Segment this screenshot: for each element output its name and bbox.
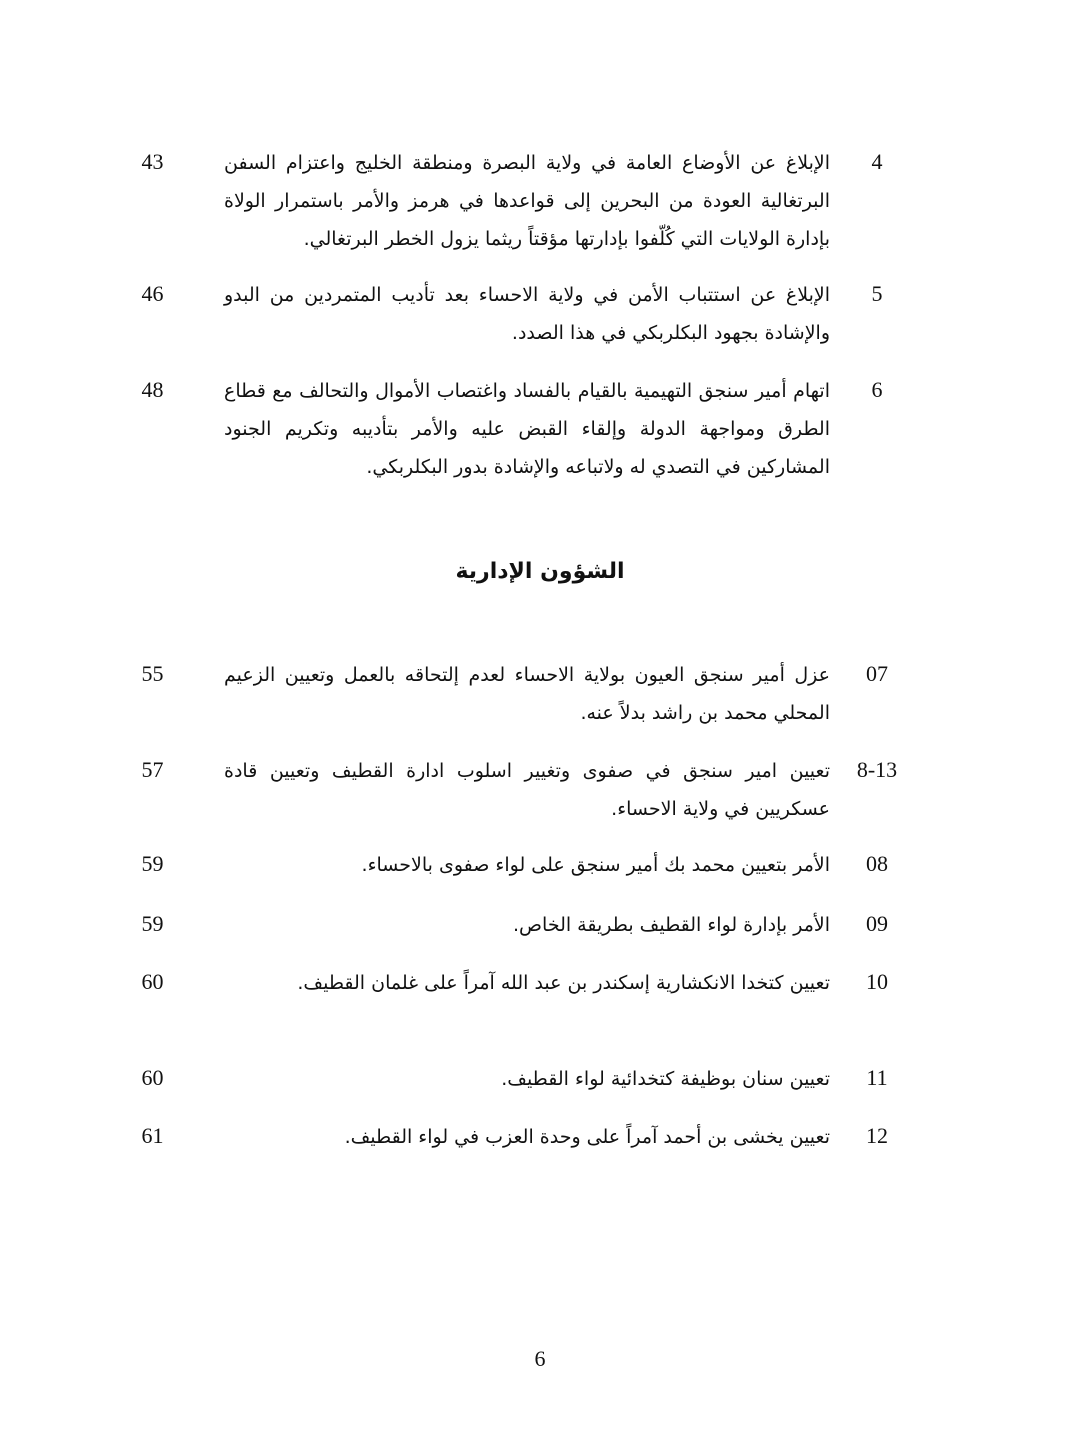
entry-number: 8-13 (856, 757, 898, 782)
entry-text: تعيين سنان بوظيفة كتخدائية لواء القطيف. (501, 1068, 830, 1090)
entry-text: الأمر بتعيين محمد بك أمير سنجق على لواء صفوى بالاحساء. (361, 854, 830, 876)
entry-text: تعيين امير سنجق في صفوى وتغيير اسلوب ادارة القطيف وتعيين قادة عسكريين في ولاية الاحساء. (224, 760, 830, 820)
entry-number: 07 (866, 661, 888, 686)
entry-page-ref: 46 (141, 281, 164, 306)
entry-page-ref: 61 (141, 1123, 164, 1148)
entry-text: تعيين كتخدا الانكشارية إسكندر بن عبد الله آمراً على غلمان القطيف. (297, 972, 830, 994)
page-number: 6 (534, 1346, 546, 1371)
entry-number: 5 (871, 281, 883, 306)
entry-number: 10 (866, 969, 888, 994)
entry-page-ref: 60 (141, 969, 164, 994)
entry-page-ref: 48 (141, 377, 164, 402)
entry-number: 6 (871, 377, 883, 402)
entry-number: 11 (866, 1065, 888, 1090)
entry-text: عزل أمير سنجق العيون بولاية الاحساء لعدم إلتحاقه بالعمل وتعيين الزعيم المحلي محمد بن راشد بدلاً عنه. (224, 664, 830, 724)
entry-page-ref: 59 (141, 911, 164, 936)
entry-text: الأمر بإدارة لواء القطيف بطريقة الخاص. (513, 914, 830, 936)
entry-text: الإبلاغ عن استتباب الأمن في ولاية الاحساء بعد تأديب المتمردين من البدو والإشادة بجهود البكلربكي في هذا الصدد. (224, 284, 830, 344)
entry-page-ref: 59 (141, 851, 164, 876)
entry-number: 08 (866, 851, 888, 876)
entry-page-ref: 57 (141, 757, 164, 782)
entry-text: تعيين يخشى بن أحمد آمراً على وحدة العزب في لواء القطيف. (344, 1126, 830, 1148)
entry-text: الإبلاغ عن الأوضاع العامة في ولاية البصرة ومنطقة الخليج واعتزام السفن البرتغالية العودة من البحرين إلى قواعدها في هرمز والأمر باستمرار الولاة بإدارة الولايات التي كُلّفوا بإدارتها مؤقتاً ريثما يزول الخطر البرتغالي. (224, 152, 830, 250)
entry-number: 4 (871, 149, 883, 174)
entry-page-ref: 60 (141, 1065, 164, 1090)
entry-number: 09 (866, 911, 888, 936)
entry-page-ref: 55 (141, 661, 164, 686)
entry-page-ref: 43 (141, 149, 164, 174)
entry-number: 12 (866, 1123, 888, 1148)
section-heading: الشؤون الإدارية (455, 559, 625, 584)
entry-text: اتهام أمير سنجق التهيمية بالقيام بالفساد واغتصاب الأموال والتحالف مع قطاع الطرق ومواجهة الدولة وإلقاء القبض عليه والأمر بتأديبه وتكريم الجنود المشاركين في التصدي له ولاتباعه والإشادة بدور البكلربكي. (224, 380, 830, 478)
